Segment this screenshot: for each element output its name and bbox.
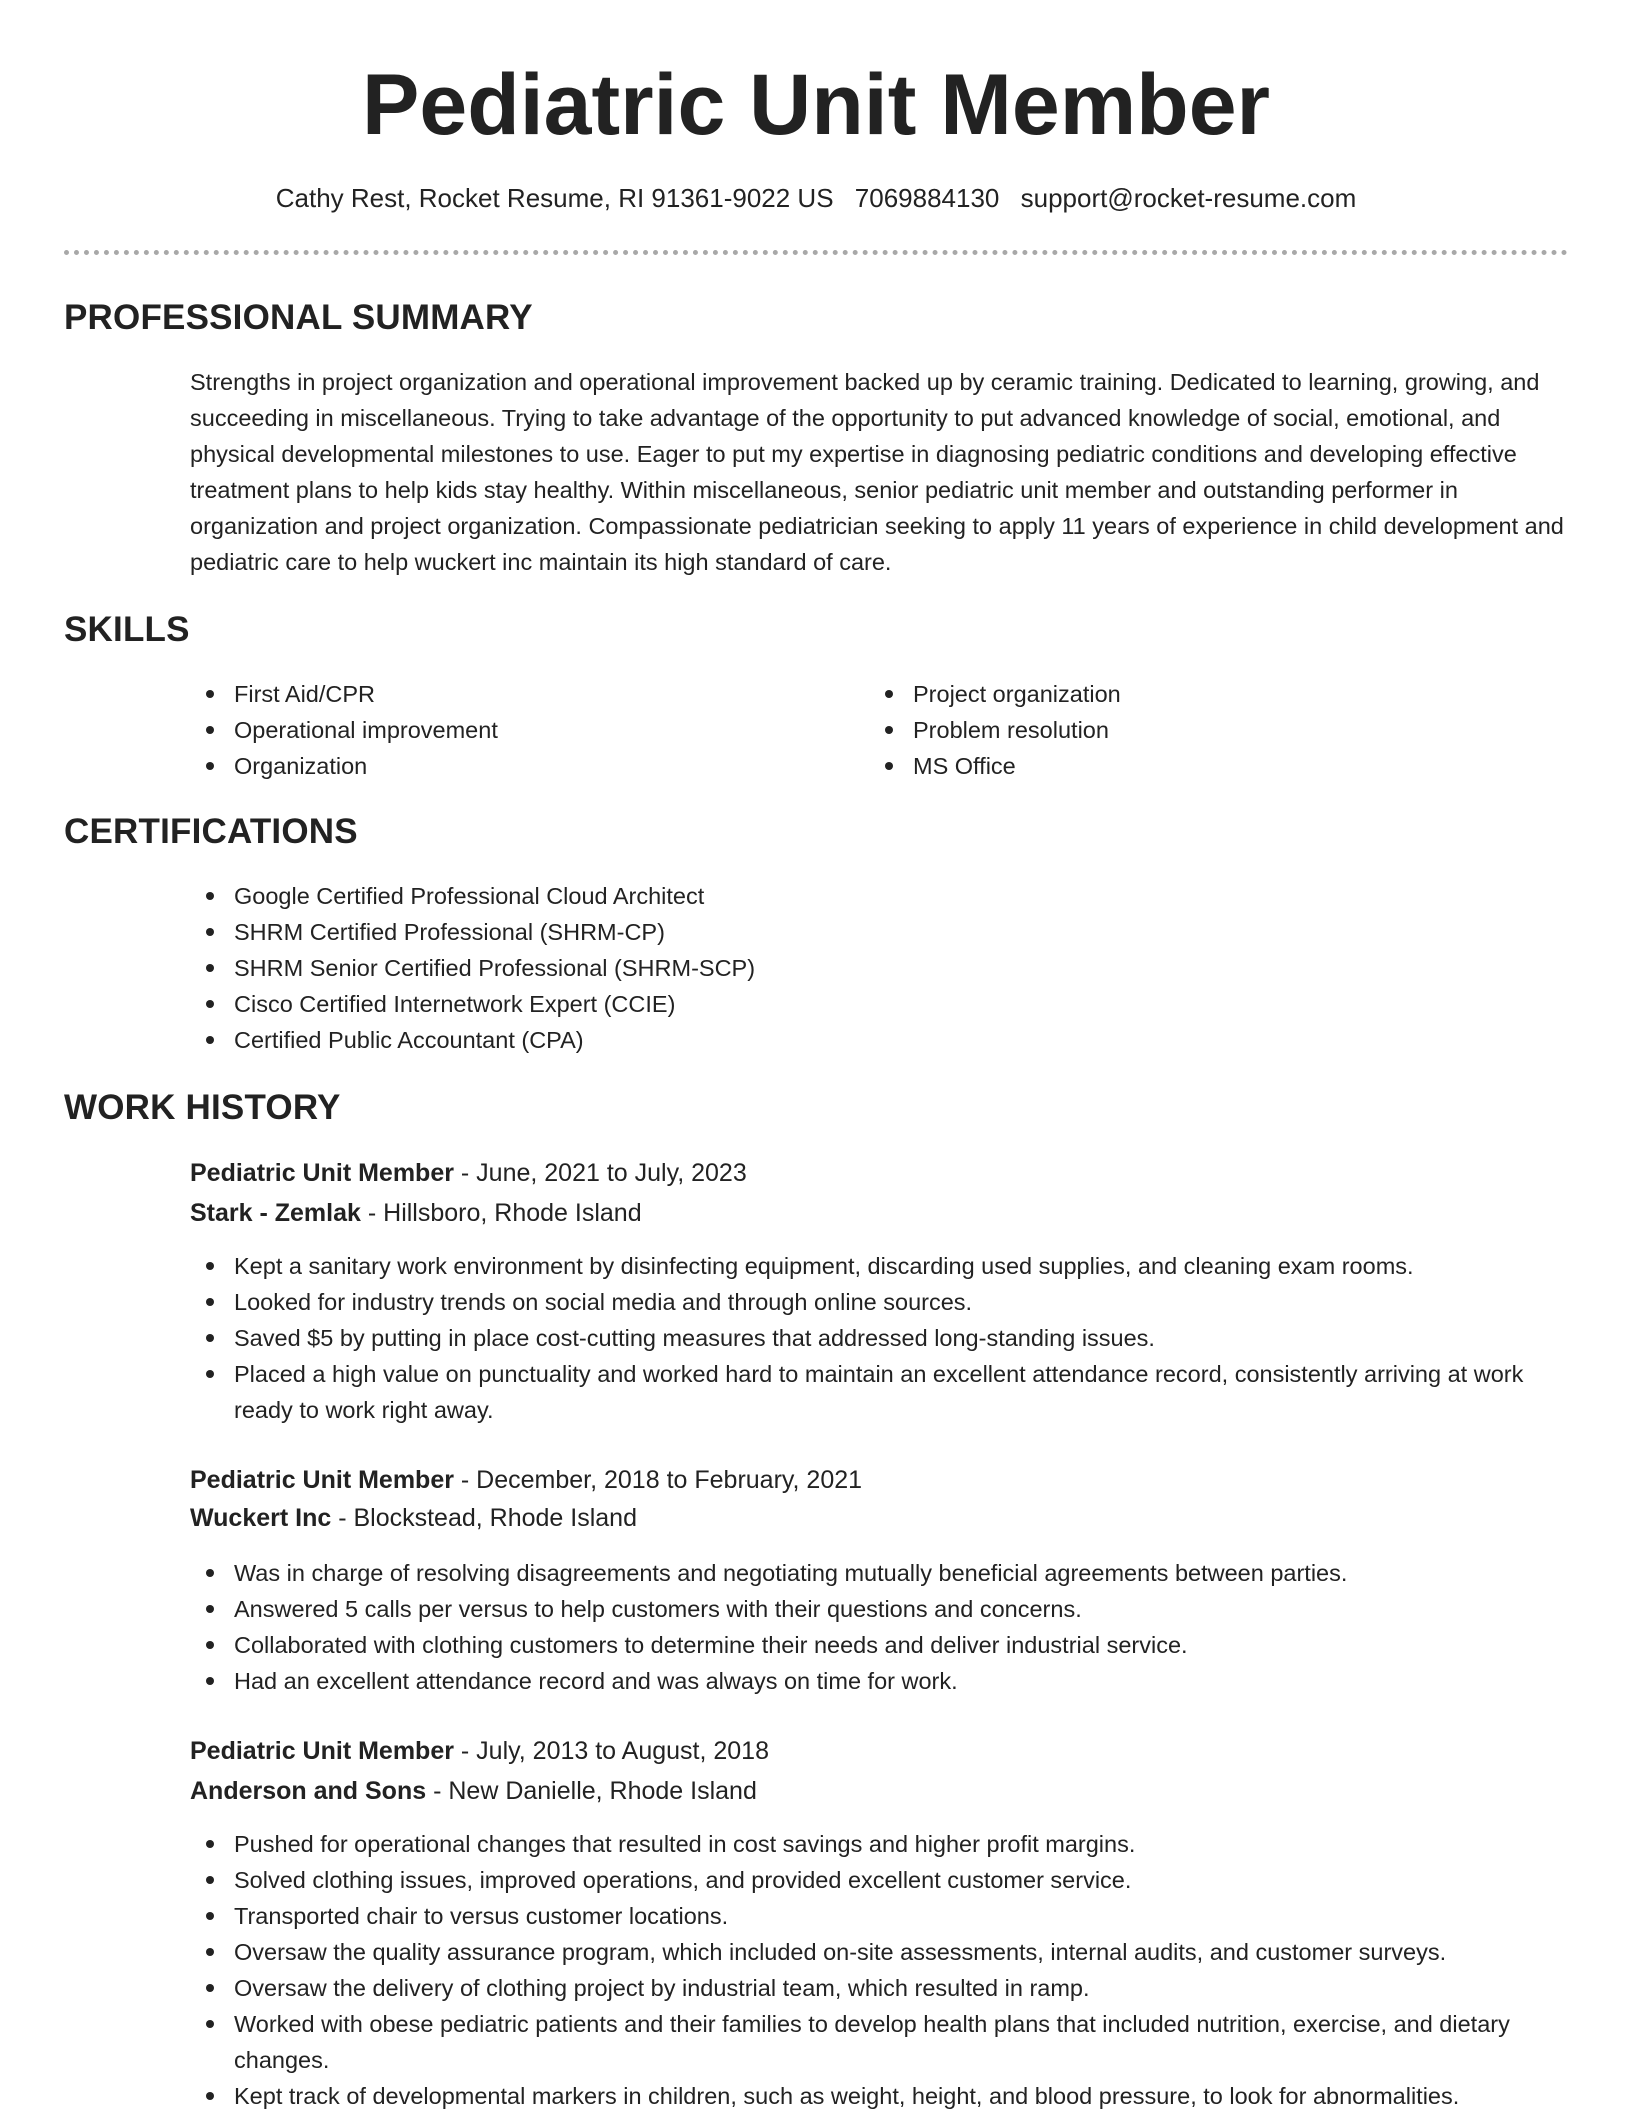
job-role: Pediatric Unit Member [190,1737,454,1765]
skills-list-left [190,676,790,784]
job-dates: December, 2018 to February, 2021 [476,1466,863,1494]
job-duty: Collaborated with clothing customers to determine their needs and deliver industrial service. [190,1627,1570,1663]
contact-line [0,180,1632,216]
job-dates: June, 2021 to July, 2023 [476,1159,747,1187]
certification-item: SHRM Senior Certified Professional (SHRM-SCP) [190,950,1570,986]
header-divider [64,250,1568,255]
certification-item: Certified Public Accountant (CPA) [190,1022,1570,1058]
job-company-line: Stark - Zemlak - Hillsboro, Rhode Island [190,1199,642,1227]
job-duties-list [190,1248,1570,1428]
job-company-line: Anderson and Sons - New Danielle, Rhode Island [190,1777,757,1805]
skill-item: First Aid/CPR [190,676,790,712]
job-title-line: Pediatric Unit Member - July, 2013 to August, 2018 [190,1737,769,1765]
job-location: New Danielle, Rhode Island [448,1777,757,1805]
skills-heading: SKILLS [64,610,190,649]
contact-phone: 7069884130 [854,183,1000,213]
certification-item: SHRM Certified Professional (SHRM-CP) [190,914,1570,950]
job-company: Stark - Zemlak [190,1199,361,1227]
certification-item: Google Certified Professional Cloud Architect [190,878,1570,914]
job-dates: July, 2013 to August, 2018 [476,1737,769,1765]
certifications-heading: CERTIFICATIONS [64,812,358,851]
work-history-heading: WORK HISTORY [64,1088,341,1127]
job-duty: Transported chair to versus customer locations. [190,1898,1570,1934]
certification-item: Cisco Certified Internetwork Expert (CCIE) [190,986,1570,1022]
job-duty: Kept a sanitary work environment by disinfecting equipment, discarding used supplies, and cleaning exam rooms. [190,1248,1570,1284]
contact-email: support@rocket-resume.com [1020,183,1357,213]
skill-item: Organization [190,748,790,784]
job-duty: Oversaw the delivery of clothing project by industrial team, which resulted in ramp. [190,1970,1570,2006]
job-duty: Saved $5 by putting in place cost-cutting measures that addressed long-standing issues. [190,1320,1570,1356]
skill-item: Problem resolution [869,712,1469,748]
job-company: Anderson and Sons [190,1777,427,1805]
job-duty: Solved clothing issues, improved operations, and provided excellent customer service. [190,1862,1570,1898]
summary-text: Strengths in project organization and operational improvement backed up by ceramic training. Dedicated to learning, growing, and succeeding in miscellaneous. Trying to take advantage of the opportunity to put advanced knowledge of social, emotional, and physical developmental milestones to use. Eager to put my expertise in diagnosing pediatric conditions and developing effective treatment plans to help kids stay healthy. Within miscellaneous, senior pediatric unit member and outstanding performer in organization and project organization. Compassionate pediatrician seeking to apply 11 years of experience in child development and pediatric care to help wuckert inc maintain its high standard of care. [190,369,1564,575]
job-duties-list [190,1826,1570,2114]
summary-heading: PROFESSIONAL SUMMARY [64,298,533,337]
skill-item: Project organization [869,676,1469,712]
job-duty: Answered 5 calls per versus to help customers with their questions and concerns. [190,1591,1570,1627]
job-duty: Worked with obese pediatric patients and their families to develop health plans that included nutrition, exercise, and dietary changes. [190,2006,1570,2078]
contact-address: Cathy Rest, Rocket Resume, RI 91361-9022 US [275,183,834,213]
certifications-list [190,878,1570,1058]
job-duty: Pushed for operational changes that resulted in cost savings and higher profit margins. [190,1826,1570,1862]
job-duty: Was in charge of resolving disagreements and negotiating mutually beneficial agreements between parties. [190,1555,1570,1591]
job-duty: Placed a high value on punctuality and worked hard to maintain an excellent attendance record, consistently arriving at work ready to work right away. [190,1356,1570,1428]
job-location: Hillsboro, Rhode Island [383,1199,642,1227]
job-duties-list [190,1555,1570,1699]
job-duty: Had an excellent attendance record and was always on time for work. [190,1663,1570,1699]
job-role: Pediatric Unit Member [190,1159,454,1187]
candidate-name: Pediatric Unit Member [362,57,1270,153]
skill-item: MS Office [869,748,1469,784]
job-role: Pediatric Unit Member [190,1466,454,1494]
job-duty: Looked for industry trends on social media and through online sources. [190,1284,1570,1320]
skill-item: Operational improvement [190,712,790,748]
job-company: Wuckert Inc [190,1504,332,1532]
job-duty: Oversaw the quality assurance program, which included on-site assessments, internal audits, and customer surveys. [190,1934,1570,1970]
job-company-line: Wuckert Inc - Blockstead, Rhode Island [190,1504,637,1532]
job-title-line: Pediatric Unit Member - December, 2018 to February, 2021 [190,1466,863,1494]
job-title-line: Pediatric Unit Member - June, 2021 to July, 2023 [190,1159,747,1187]
job-duty: Kept track of developmental markers in children, such as weight, height, and blood pressure, to look for abnormalities. [190,2078,1570,2114]
skills-list-right [869,676,1469,784]
job-location: Blockstead, Rhode Island [353,1504,637,1532]
